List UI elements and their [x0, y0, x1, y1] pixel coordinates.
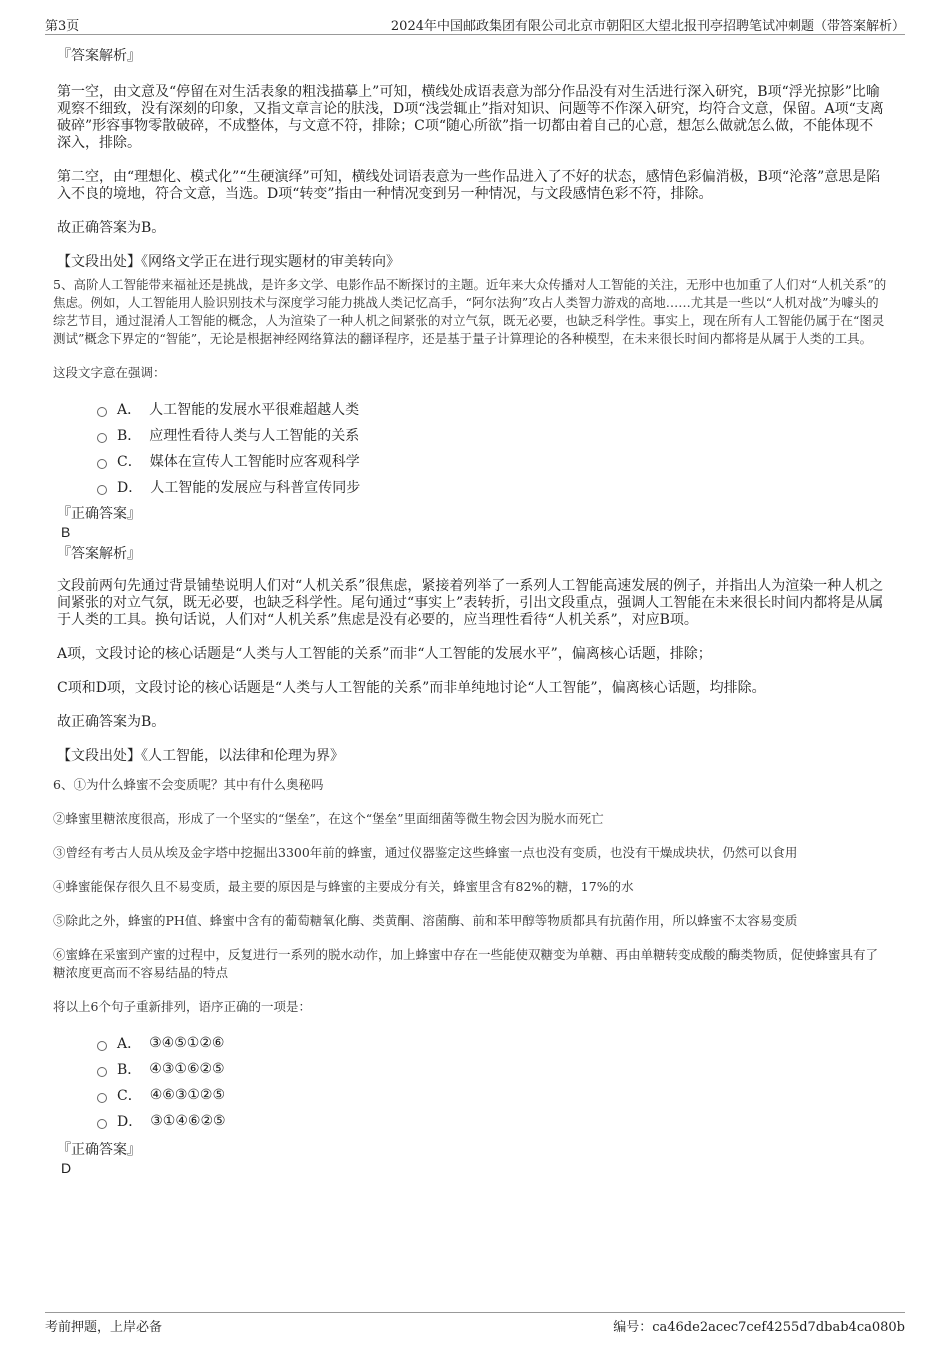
- q6-option-b[interactable]: B． ④③①⑥②⑤: [97, 1056, 887, 1082]
- q5-answer-label: 『正确答案』: [57, 506, 141, 522]
- q6-sentence-1: 6、①为什么蜂蜜不会变质呢？其中有什么奥秘吗: [53, 777, 324, 792]
- q6-answer: D: [61, 1160, 72, 1176]
- document-title: 2024年中国邮政集团有限公司北京市朝阳区大望北报刊亭招聘笔试冲刺题（带答案解析）: [390, 19, 905, 34]
- q5-conclusion: 故正确答案为B。: [57, 714, 166, 730]
- q4-conclusion: 故正确答案为B。: [57, 220, 166, 236]
- radio-icon[interactable]: [97, 407, 107, 417]
- q4-analysis-paragraph-2: 第二空，由“理想化、模式化”“生硬演绎”可知，横线处词语表意为一些作品进入了不好的状态，感情色彩偏消极，B项“沦落”意思是陷入不良的境地，符合文意，当选。D项“转变”指由一种情况变到另一种情况，与文段感情色彩不符，排除。: [57, 169, 881, 202]
- radio-icon[interactable]: [97, 485, 107, 495]
- q5-analysis-label: 『答案解析』: [57, 546, 141, 562]
- page-footer: [45, 1312, 905, 1333]
- q5-analysis-paragraph-2: A项，文段讨论的核心话题是“人类与人工智能的关系”而非“人工智能的发展水平”，偏离核心话题，排除；: [57, 646, 712, 662]
- footer-slogan: 考前押题，上岸必备: [45, 1320, 163, 1335]
- radio-icon[interactable]: [97, 1119, 107, 1129]
- q6-option-a[interactable]: A． ③④⑤①②⑥: [97, 1030, 887, 1056]
- q4-analysis-paragraph-1: 第一空，由文意及“停留在对生活表象的粗浅描摹上”可知，横线处成语表意为部分作品没有对生活进行深入研究，B项“浮光掠影”比喻观察不细致，没有深刻的印象，又指文章言论的肤浅，D项“浅尝辄止”指对知识、问题等不作深入研究，均符合文意，保留。A项“支离破碎”形容事物零散破碎，不成整体，与文意不符，排除；C项“随心所欲”指一切都由着自己的心意，想怎么做就怎么做，不能体现不深入，排除。: [57, 84, 884, 151]
- q5-stem: 5、高阶人工智能带来福祉还是挑战，是许多文学、电影作品不断探讨的主题。近年来大众传播对人工智能的关注，无形中也加重了人们对“人机关系”的焦虑。例如，人工智能用人脸识别技术与深度学习能力挑战人类记忆高手，“阿尔法狗”攻占人类智力游戏的高地……尤其是一些以“人机对战”为噱头的综艺节目，通过混淆人工智能的概念，人为渲染了一种人机之间紧张的对立气氛，既无必要，也缺乏科学性。事实上，现在所有人工智能仍属于在“图灵测试”概念下界定的“智能”，无论是根据神经网络算法的翻译程序，还是基于量子计算理论的各种模型，在未来很长时间内都将是从属于人类的工具。: [53, 277, 887, 346]
- q4-source: 【文段出处】《网络文学正在进行现实题材的审美转向》: [57, 254, 400, 270]
- q6-sentence-6: ⑥蜜蜂在采蜜到产蜜的过程中，反复进行一系列的脱水动作，加上蜂蜜中存在一些能使双糖变为单糖、再由单糖转变成酸的酶类物质，促使蜂蜜具有了糖浓度更高而不容易结晶的特点: [53, 947, 879, 980]
- radio-icon[interactable]: [97, 1041, 107, 1051]
- radio-icon[interactable]: [97, 1093, 107, 1103]
- q6-answer-label: 『正确答案』: [57, 1142, 141, 1158]
- q5-answer: B: [61, 524, 71, 540]
- radio-icon[interactable]: [97, 459, 107, 469]
- q5-option-d[interactable]: D． 人工智能的发展应与科普宣传同步: [97, 474, 887, 500]
- q5-question: 这段文字意在强调：: [53, 365, 166, 380]
- q5-options: [57, 396, 887, 500]
- q6-sentence-3: ③曾经有考古人员从埃及金字塔中挖掘出3300年前的蜂蜜，通过仪器鉴定这些蜂蜜一点也没有变质，也没有干燥成块状，仍然可以食用: [53, 845, 798, 860]
- q6-options: [57, 1030, 887, 1134]
- radio-icon[interactable]: [97, 433, 107, 443]
- document-body: [53, 44, 887, 1176]
- footer-id: 编号：ca46de2acec7cef4255d7dbab4ca080b: [613, 1320, 905, 1335]
- q4-analysis-label: 『答案解析』: [57, 48, 141, 64]
- q5-source: 【文段出处】《人工智能，以法律和伦理为界》: [57, 748, 344, 764]
- q6-option-c[interactable]: C． ④⑥③①②⑤: [97, 1082, 887, 1108]
- q5-option-a[interactable]: A． 人工智能的发展水平很难超越人类: [97, 396, 887, 422]
- page-header: [45, 12, 905, 35]
- q5-option-b[interactable]: B． 应理性看待人类与人工智能的关系: [97, 422, 887, 448]
- radio-icon[interactable]: [97, 1067, 107, 1077]
- q5-option-c[interactable]: C． 媒体在宣传人工智能时应客观科学: [97, 448, 887, 474]
- q6-sentence-4: ④蜂蜜能保存很久且不易变质，最主要的原因是与蜂蜜的主要成分有关，蜂蜜里含有82%的糖，17%的水: [53, 879, 634, 894]
- q5-analysis-paragraph-3: C项和D项，文段讨论的核心话题是“人类与人工智能的关系”而非单纯地讨论“人工智能”，偏离核心话题，均排除。: [57, 680, 766, 696]
- page-number: 第3页: [45, 19, 80, 34]
- q6-sentence-5: ⑤除此之外，蜂蜜的PH值、蜂蜜中含有的葡萄糖氧化酶、类黄酮、溶菌酶、前和苯甲醇等物质都具有抗菌作用，所以蜂蜜不太容易变质: [53, 913, 798, 928]
- q5-analysis-paragraph-1: 文段前两句先通过背景铺垫说明人们对“人机关系”很焦虑，紧接着列举了一系列人工智能高速发展的例子，并指出人为渲染一种人机之间紧张的对立气氛，既无必要，也缺乏科学性。尾句通过“事实上”表转折，引出文段重点，强调人工智能在未来很长时间内都将是从属于人类的工具。换句话说，人们对“人机关系”焦虑是没有必要的，应当理性看待“人机关系”，对应B项。: [57, 578, 884, 628]
- q6-option-d[interactable]: D． ③①④⑥②⑤: [97, 1108, 887, 1134]
- q6-question: 将以上6个句子重新排列，语序正确的一项是：: [53, 999, 311, 1014]
- q6-sentence-2: ②蜂蜜里糖浓度很高，形成了一个坚实的“堡垒”，在这个“堡垒”里面细菌等微生物会因为脱水而死亡: [53, 811, 604, 826]
